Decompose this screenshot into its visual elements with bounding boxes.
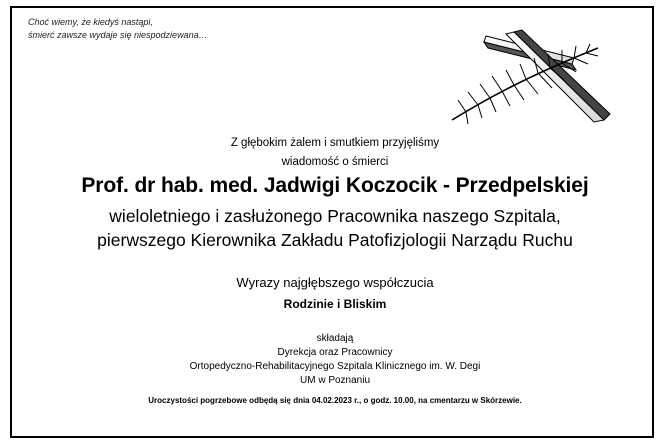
signatories-verb: składają xyxy=(316,333,354,344)
intro-line-2: wiadomość o śmierci xyxy=(281,156,389,168)
quote-line-2: śmierć zawsze wydaje się niespodziewana… xyxy=(28,30,208,40)
funeral-info: Uroczystości pogrzebowe odbędą się dnia 04.02.2023 r., o godz. 10.00, na cmentarzu w Skórzewie. xyxy=(148,396,522,405)
role-line-2: pierwszego Kierownika Zakładu Patofizjologii Narządu Ruchu xyxy=(97,230,573,250)
deceased-name: Prof. dr hab. med. Jadwigi Koczocik - Przedpelskiej xyxy=(81,174,589,197)
signatories-line-2: Ortopedyczno-Rehabilitacyjnego Szpitala Klinicznego im. W. Degi xyxy=(189,361,481,372)
condolences-text: Wyrazy najgłębszego współczucia xyxy=(236,275,434,290)
signatories xyxy=(0,332,670,388)
signatories-line-3: UM w Poznaniu xyxy=(299,375,371,386)
quote-line-1: Choć wiemy, że kiedyś nastąpi, xyxy=(28,17,153,27)
quote xyxy=(28,16,208,42)
condolences-recipients: Rodzinie i Bliskim xyxy=(283,297,387,311)
deceased-role xyxy=(0,204,670,252)
intro-text xyxy=(0,134,670,172)
cross-with-palm-leaf-icon xyxy=(448,28,624,128)
signatories-line-1: Dyrekcja oraz Pracownicy xyxy=(277,347,393,358)
role-line-1: wieloletniego i zasłużonego Pracownika naszego Szpitala, xyxy=(109,206,561,226)
intro-line-1: Z głębokim żalem i smutkiem przyjęliśmy xyxy=(230,137,440,149)
